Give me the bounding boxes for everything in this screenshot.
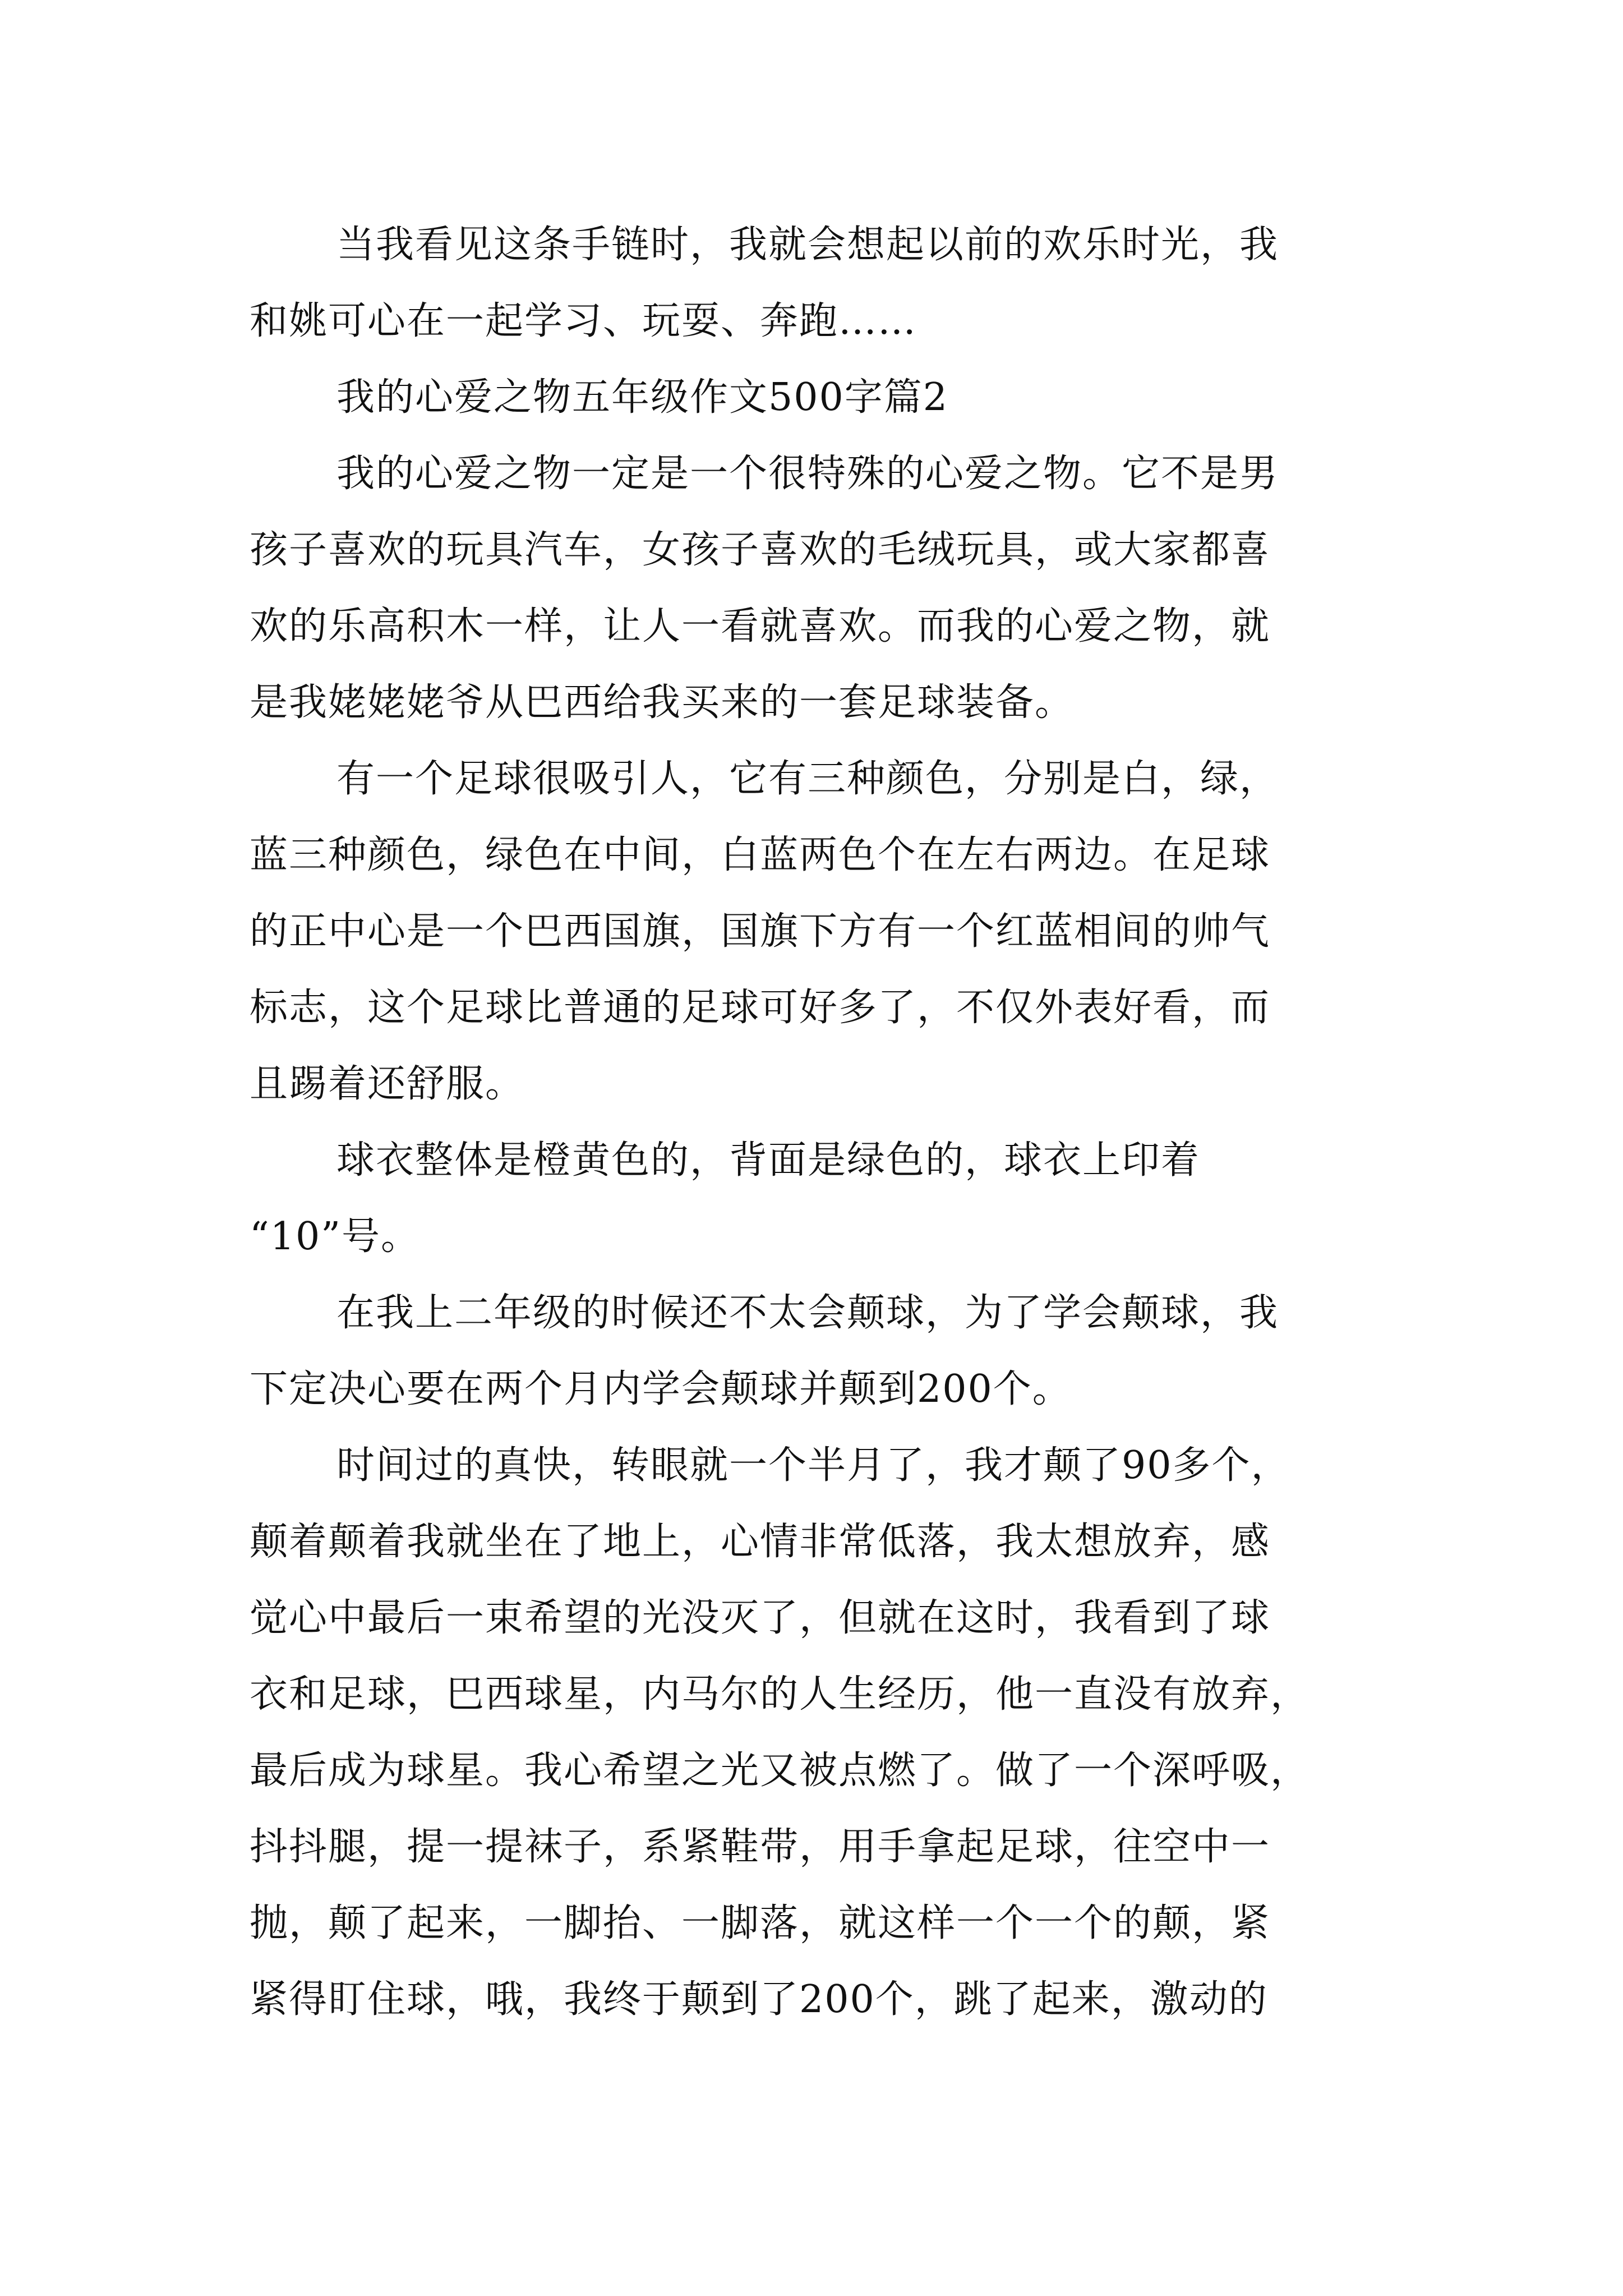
text-line: 衣和足球，巴西球星，内马尔的人生经历，他一直没有放弃， [250,1672,1310,1717]
text-line: 是我姥姥姥爷从巴西给我买来的一套足球装备。 [250,680,1075,725]
text-line: 有一个足球很吸引人，它有三种颜色，分别是白，绿， [336,757,1279,801]
text-line: 蓝三种颜色，绿色在中间，白蓝两色个在左右两边。在足球 [250,833,1271,877]
text-line: 最后成为球星。我心希望之光又被点燃了。做了一个深呼吸， [250,1749,1310,1793]
text-line: 的正中心是一个巴西国旗，国旗下方有一个红蓝相间的帅气 [250,909,1271,954]
text-line: 欢的乐高积木一样，让人一看就喜欢。而我的心爱之物，就 [250,604,1271,648]
text-line: 觉心中最后一束希望的光没灭了，但就在这时，我看到了球 [250,1596,1271,1640]
text-line: 当我看见这条手链时，我就会想起以前的欢乐时光，我 [336,223,1279,267]
text-line: 下定决心要在两个月内学会颠球并颠到200个。 [250,1367,1072,1411]
text-line: 在我上二年级的时候还不太会颠球，为了学会颠球，我 [336,1291,1279,1335]
text-line: 标志，这个足球比普通的足球可好多了，不仅外表好看，而 [250,986,1271,1030]
section-heading: 我的心爱之物五年级作文500字篇2 [336,375,949,420]
text-line: 我的心爱之物一定是一个很特殊的心爱之物。它不是男 [336,452,1279,496]
text-line: 时间过的真快，转眼就一个半月了，我才颠了90多个， [336,1443,1290,1488]
text-line: 且踢着还舒服。 [250,1062,525,1106]
text-line: 紧得盯住球，哦，我终于颠到了200个，跳了起来，激动的 [250,1977,1268,2022]
text-line: 颠着颠着我就坐在了地上，心情非常低落，我太想放弃，感 [250,1520,1271,1564]
text-line: 孩子喜欢的玩具汽车，女孩子喜欢的毛绒玩具，或大家都喜 [250,528,1271,572]
text-line: 抛，颠了起来，一脚抬、一脚落，就这样一个一个的颠，紧 [250,1901,1271,1945]
text-line: 和姚可心在一起学习、玩耍、奔跑…… [250,299,917,343]
text-line: “10”号。 [250,1214,421,1259]
text-line: 球衣整体是橙黄色的，背面是绿色的，球衣上印着 [336,1138,1201,1182]
text-line: 抖抖腿，提一提袜子，系紧鞋带，用手拿起足球，往空中一 [250,1825,1271,1869]
